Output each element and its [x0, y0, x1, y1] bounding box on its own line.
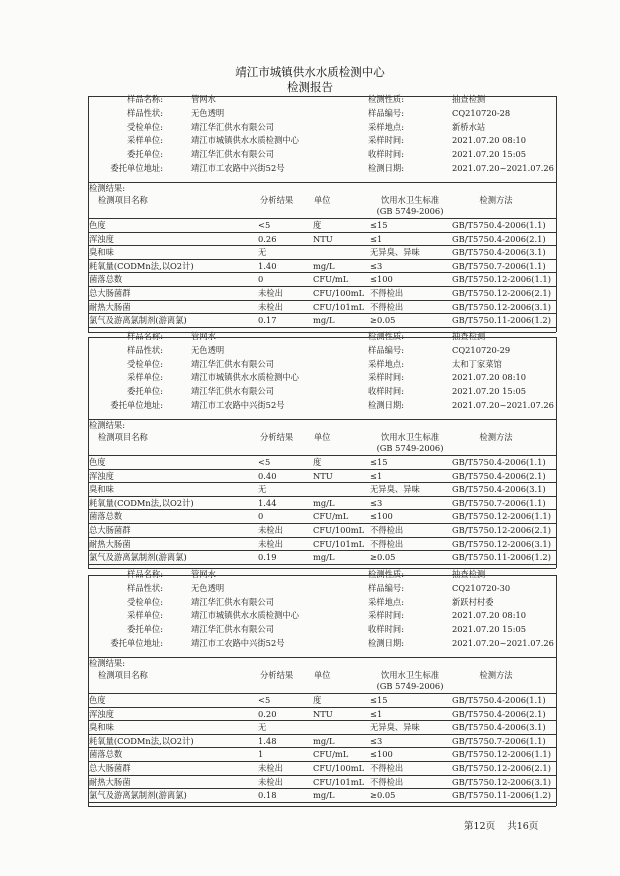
sample-state-value: 无色透明 [191, 107, 225, 118]
row-rule [88, 788, 556, 789]
table-row-method: GB/T5750.12-2006(3.1) [452, 538, 551, 549]
sample-name-value: 管网水 [191, 94, 216, 104]
test-date-value: 2021.07.20~2021.07.26 [452, 163, 554, 173]
table-row-result: 1.40 [258, 260, 277, 271]
client-address-value: 靖江市工农路中兴街52号 [191, 400, 285, 410]
table-row-method: GB/T5750.4-2006(2.1) [452, 708, 546, 719]
table-row-standard: ≤1 [370, 470, 383, 481]
table-row-item: 浑浊度 [89, 708, 114, 719]
row-rule [88, 720, 556, 721]
row-rule [88, 496, 556, 497]
table-row-method: GB/T5750.7-2006(1.1) [452, 735, 546, 746]
receive-time-value: 2021.07.20 15:05 [452, 386, 527, 397]
table-row-unit: CFU/mL [313, 749, 349, 760]
table-row-unit: 度 [313, 457, 322, 467]
test-nature-value: 抽查检测 [452, 569, 486, 579]
frame-top-rule [88, 337, 556, 338]
client-address-value: 靖江市工农路中兴街52号 [191, 638, 285, 648]
table-row-standard: ≥0.05 [370, 790, 396, 801]
frame-rule [88, 575, 89, 806]
table-row-result: 0.26 [258, 233, 277, 244]
entrust-unit-label: 受检单位: [127, 358, 163, 369]
frame-rule [88, 96, 89, 332]
receive-time-label: 收样时间: [368, 149, 404, 160]
table-row-item: 氯气及游离氯制剂(游离氯) [89, 790, 187, 801]
frame-top-rule [88, 96, 556, 97]
entrust-unit-value: 靖江华汇供水有限公司 [191, 596, 274, 607]
results-heading: 检测结果: [89, 658, 125, 668]
table-row-result: <5 [258, 220, 271, 230]
frame-rule [556, 337, 557, 568]
table-row-item: 耗氧量(CODMn法,以O2计) [89, 735, 194, 746]
page-total: 共16页 [507, 821, 539, 832]
test-nature-label: 检测性质: [368, 331, 404, 341]
table-row-method: GB/T5750.11-2006(1.2) [452, 790, 551, 801]
table-row-standard: 不得检出 [370, 776, 404, 787]
sampling-unit-label: 采样单位: [127, 135, 163, 146]
table-row-unit: CFU/mL [313, 511, 349, 522]
results-heading: 检测结果: [89, 183, 125, 193]
sample-no-value: CQ210720-30 [452, 582, 511, 593]
sampling-site-label: 采样地点: [368, 121, 404, 132]
column-header-standard-code: (GB 5749-2006) [376, 681, 444, 691]
table-rule [88, 693, 556, 694]
client-unit-value: 靖江华汇供水有限公司 [191, 624, 274, 635]
sampling-time-label: 采样时间: [368, 610, 404, 621]
table-row-result: 无 [258, 247, 267, 258]
table-row-unit: NTU [313, 233, 333, 244]
row-rule [88, 509, 556, 510]
test-date-value: 2021.07.20~2021.07.26 [452, 638, 554, 648]
table-row-unit: mg/L [313, 790, 335, 801]
table-row-item: 耐热大肠菌 [89, 301, 131, 312]
sample-no-label: 样品编号: [368, 582, 404, 593]
test-date-label: 检测日期: [368, 400, 404, 410]
table-row-standard: ≥0.05 [370, 315, 396, 326]
table-row-unit: CFU/mL [313, 274, 349, 285]
table-row-item: 臭和味 [89, 247, 114, 258]
table-row-unit: CFU/101mL [313, 301, 365, 312]
table-row-item: 色度 [89, 695, 106, 705]
column-header-standard: 饮用水卫生标准 [380, 432, 440, 442]
table-rule [88, 455, 556, 456]
table-row-standard: ≤15 [370, 457, 388, 467]
table-row-unit: CFU/100mL [313, 525, 365, 535]
table-row-standard: 不得检出 [370, 763, 404, 773]
table-row-result: 无 [258, 484, 267, 495]
table-row-item: 氯气及游离氯制剂(游离氯) [89, 315, 187, 326]
table-row-unit: CFU/101mL [313, 538, 365, 549]
table-row-unit: mg/L [313, 735, 335, 746]
table-row-result: 未检出 [258, 301, 283, 312]
sampling-unit-value: 靖江市城镇供水水质检测中心 [191, 610, 299, 621]
table-row-standard: 不得检出 [370, 525, 404, 535]
column-header-unit: 单位 [314, 432, 331, 442]
table-row-method: GB/T5750.4-2006(1.1) [452, 695, 546, 705]
frame-top-rule [88, 575, 556, 576]
table-row-item: 菌落总数 [89, 274, 123, 285]
table-row-result: 未检出 [258, 776, 283, 787]
sample-state-label: 样品性状: [127, 107, 163, 118]
client-address-label: 委托单位地址: [110, 638, 163, 648]
row-rule [88, 523, 556, 524]
table-row-item: 耗氧量(CODMn法,以O2计) [89, 497, 194, 508]
row-rule [88, 469, 556, 470]
column-header-method: 检测方法 [479, 432, 513, 442]
sampling-site-label: 采样地点: [368, 358, 404, 369]
frame-rule [556, 96, 557, 332]
sampling-unit-value: 靖江市城镇供水水质检测中心 [191, 135, 299, 146]
table-row-standard: ≥0.05 [370, 552, 396, 563]
table-row-result: 0.19 [258, 552, 277, 563]
row-rule [88, 300, 556, 301]
entrust-unit-label: 受检单位: [127, 596, 163, 607]
table-row-standard: ≤3 [370, 735, 383, 746]
frame-rule [88, 337, 89, 568]
row-rule [88, 482, 556, 483]
column-header-standard: 饮用水卫生标准 [380, 195, 440, 205]
table-row-unit: 度 [313, 695, 322, 705]
table-row-result: 0.20 [258, 708, 277, 719]
row-rule [88, 327, 556, 328]
table-row-method: GB/T5750.7-2006(1.1) [452, 497, 546, 508]
table-row-result: 0 [258, 511, 264, 522]
test-nature-label: 检测性质: [368, 569, 404, 579]
table-row-standard: 不得检出 [370, 301, 404, 312]
table-row-result: 未检出 [258, 538, 283, 549]
table-row-method: GB/T5750.12-2006(3.1) [452, 301, 551, 312]
table-row-method: GB/T5750.4-2006(3.1) [452, 722, 546, 733]
client-unit-value: 靖江华汇供水有限公司 [191, 386, 274, 397]
client-unit-label: 委托单位: [127, 624, 163, 635]
column-header-unit: 单位 [314, 670, 331, 680]
table-row-method: GB/T5750.12-2006(2.1) [452, 763, 551, 773]
table-row-item: 总大肠菌群 [89, 288, 131, 298]
row-rule [88, 761, 556, 762]
table-row-item: 色度 [89, 457, 106, 467]
column-header-unit: 单位 [314, 195, 331, 205]
sample-state-label: 样品性状: [127, 582, 163, 593]
frame-rule [556, 575, 557, 806]
row-rule [88, 747, 556, 748]
table-row-method: GB/T5750.12-2006(3.1) [452, 776, 551, 787]
table-row-method: GB/T5750.12-2006(2.1) [452, 525, 551, 535]
table-row-standard: ≤100 [370, 749, 393, 760]
table-rule [88, 218, 556, 219]
sampling-time-value: 2021.07.20 08:10 [452, 372, 527, 383]
sample-name-label: 样品名称: [127, 331, 163, 341]
row-rule [88, 550, 556, 551]
test-date-label: 检测日期: [368, 638, 404, 648]
client-unit-value: 靖江华汇供水有限公司 [191, 149, 274, 160]
table-row-standard: ≤100 [370, 274, 393, 285]
page-footer [464, 818, 538, 832]
table-row-standard: ≤3 [370, 260, 383, 271]
test-date-label: 检测日期: [368, 163, 404, 173]
table-row-result: 无 [258, 722, 267, 733]
row-rule [88, 537, 556, 538]
table-row-result: 0 [258, 274, 264, 285]
column-header-item: 检测项目名称 [98, 670, 148, 680]
table-row-result: 未检出 [258, 763, 283, 773]
sampling-unit-label: 采样单位: [127, 610, 163, 621]
row-rule [88, 802, 556, 803]
column-header-method: 检测方法 [479, 670, 513, 680]
test-nature-label: 检测性质: [368, 94, 404, 104]
table-row-method: GB/T5750.11-2006(1.2) [452, 552, 551, 563]
table-row-unit: mg/L [313, 260, 335, 271]
sampling-unit-value: 靖江市城镇供水水质检测中心 [191, 372, 299, 383]
column-header-item: 检测项目名称 [98, 195, 148, 205]
table-row-method: GB/T5750.7-2006(1.1) [452, 260, 546, 271]
table-row-standard: ≤15 [370, 220, 388, 230]
table-row-method: GB/T5750.4-2006(2.1) [452, 233, 546, 244]
column-header-result: 分析结果 [260, 195, 294, 205]
sample-name-value: 管网水 [191, 569, 216, 579]
row-rule [88, 775, 556, 776]
table-row-item: 菌落总数 [89, 511, 123, 522]
section-rule [88, 182, 556, 183]
table-row-method: GB/T5750.12-2006(1.1) [452, 274, 551, 285]
table-row-result: 0.18 [258, 790, 277, 801]
sampling-time-label: 采样时间: [368, 135, 404, 146]
table-row-result: 0.40 [258, 470, 277, 481]
row-rule [88, 707, 556, 708]
sample-state-value: 无色透明 [191, 582, 225, 593]
table-row-standard: 无异臭、异味 [370, 247, 420, 258]
table-row-result: 1.44 [258, 497, 277, 508]
table-row-standard: 无异臭、异味 [370, 722, 420, 733]
table-row-method: GB/T5750.4-2006(3.1) [452, 247, 546, 258]
table-row-item: 菌落总数 [89, 749, 123, 760]
table-row-item: 浑浊度 [89, 470, 114, 481]
table-row-unit: mg/L [313, 315, 335, 326]
sampling-site-value: 太和丁家菜馆 [452, 358, 502, 369]
receive-time-label: 收样时间: [368, 624, 404, 635]
sample-no-label: 样品编号: [368, 107, 404, 118]
sampling-unit-label: 采样单位: [127, 372, 163, 383]
table-row-standard: ≤15 [370, 695, 388, 705]
sample-name-label: 样品名称: [127, 94, 163, 104]
row-rule [88, 232, 556, 233]
row-rule [88, 245, 556, 246]
table-row-standard: ≤1 [370, 233, 383, 244]
table-row-item: 总大肠菌群 [89, 763, 131, 773]
table-row-unit: CFU/101mL [313, 776, 365, 787]
row-rule [88, 286, 556, 287]
page-number: 第12页 [464, 821, 496, 832]
org-title: 靖江市城镇供水水质检测中心 [235, 65, 385, 79]
table-row-standard: 不得检出 [370, 288, 404, 298]
table-row-unit: mg/L [313, 497, 335, 508]
table-row-method: GB/T5750.4-2006(1.1) [452, 457, 546, 467]
table-row-result: <5 [258, 695, 271, 705]
table-row-standard: 无异臭、异味 [370, 484, 420, 495]
entrust-unit-value: 靖江华汇供水有限公司 [191, 358, 274, 369]
row-rule [88, 734, 556, 735]
table-row-item: 浑浊度 [89, 233, 114, 244]
table-row-method: GB/T5750.4-2006(1.1) [452, 220, 546, 230]
test-nature-value: 抽查检测 [452, 94, 486, 104]
sampling-site-value: 新跃村村委 [452, 596, 494, 607]
table-row-unit: CFU/100mL [313, 763, 365, 773]
table-row-standard: ≤1 [370, 708, 383, 719]
table-row-result: <5 [258, 457, 271, 467]
column-header-method: 检测方法 [479, 195, 513, 205]
section-rule [88, 657, 556, 658]
column-header-standard-code: (GB 5749-2006) [376, 443, 444, 453]
table-row-result: 1.48 [258, 735, 277, 746]
column-header-result: 分析结果 [260, 670, 294, 680]
client-address-label: 委托单位地址: [110, 400, 163, 410]
receive-time-value: 2021.07.20 15:05 [452, 149, 527, 160]
column-header-item: 检测项目名称 [98, 432, 148, 442]
row-rule [88, 313, 556, 314]
sampling-time-value: 2021.07.20 08:10 [452, 135, 527, 146]
column-header-standard-code: (GB 5749-2006) [376, 206, 444, 216]
section-rule [88, 419, 556, 420]
client-address-label: 委托单位地址: [110, 163, 163, 173]
table-row-item: 臭和味 [89, 722, 114, 733]
column-header-result: 分析结果 [260, 432, 294, 442]
table-row-unit: NTU [313, 470, 333, 481]
entrust-unit-value: 靖江华汇供水有限公司 [191, 121, 274, 132]
table-row-result: 未检出 [258, 525, 283, 535]
table-row-method: GB/T5750.12-2006(1.1) [452, 749, 551, 760]
table-row-result: 0.17 [258, 315, 277, 326]
table-row-item: 耗氧量(CODMn法,以O2计) [89, 260, 194, 271]
table-row-standard: ≤100 [370, 511, 393, 522]
table-row-unit: CFU/100mL [313, 288, 365, 298]
sampling-site-value: 新桥水站 [452, 121, 486, 132]
table-row-result: 未检出 [258, 288, 283, 298]
table-row-method: GB/T5750.12-2006(2.1) [452, 288, 551, 298]
table-row-method: GB/T5750.12-2006(1.1) [452, 511, 551, 522]
table-row-standard: ≤3 [370, 497, 383, 508]
row-rule [88, 259, 556, 260]
table-row-item: 氯气及游离氯制剂(游离氯) [89, 552, 187, 563]
results-heading: 检测结果: [89, 420, 125, 430]
table-row-result: 1 [258, 749, 264, 760]
table-row-item: 色度 [89, 220, 106, 230]
doc-title: 检测报告 [287, 80, 333, 94]
client-address-value: 靖江市工农路中兴街52号 [191, 163, 285, 173]
table-row-item: 总大肠菌群 [89, 525, 131, 535]
table-row-item: 耐热大肠菌 [89, 538, 131, 549]
sample-no-value: CQ210720-28 [452, 107, 511, 118]
frame-bottom-rule [88, 332, 556, 333]
table-row-method: GB/T5750.4-2006(2.1) [452, 470, 546, 481]
sample-name-value: 管网水 [191, 331, 216, 341]
sample-name-label: 样品名称: [127, 569, 163, 579]
frame-bottom-rule [88, 568, 556, 569]
client-unit-label: 委托单位: [127, 386, 163, 397]
test-date-value: 2021.07.20~2021.07.26 [452, 400, 554, 410]
sampling-time-value: 2021.07.20 08:10 [452, 610, 527, 621]
table-row-unit: NTU [313, 708, 333, 719]
table-row-standard: 不得检出 [370, 538, 404, 549]
table-row-item: 臭和味 [89, 484, 114, 495]
sampling-time-label: 采样时间: [368, 372, 404, 383]
sample-state-value: 无色透明 [191, 344, 225, 355]
table-row-method: GB/T5750.4-2006(3.1) [452, 484, 546, 495]
table-row-item: 耐热大肠菌 [89, 776, 131, 787]
sample-state-label: 样品性状: [127, 344, 163, 355]
sampling-site-label: 采样地点: [368, 596, 404, 607]
table-row-unit: mg/L [313, 552, 335, 563]
entrust-unit-label: 受检单位: [127, 121, 163, 132]
table-row-unit: 度 [313, 220, 322, 230]
receive-time-label: 收样时间: [368, 386, 404, 397]
frame-bottom-rule [88, 806, 556, 807]
table-row-method: GB/T5750.11-2006(1.2) [452, 315, 551, 326]
column-header-standard: 饮用水卫生标准 [380, 670, 440, 680]
sample-no-label: 样品编号: [368, 344, 404, 355]
sample-no-value: CQ210720-29 [452, 344, 511, 355]
row-rule [88, 564, 556, 565]
receive-time-value: 2021.07.20 15:05 [452, 624, 527, 635]
test-nature-value: 抽查检测 [452, 331, 486, 341]
row-rule [88, 272, 556, 273]
client-unit-label: 委托单位: [127, 149, 163, 160]
